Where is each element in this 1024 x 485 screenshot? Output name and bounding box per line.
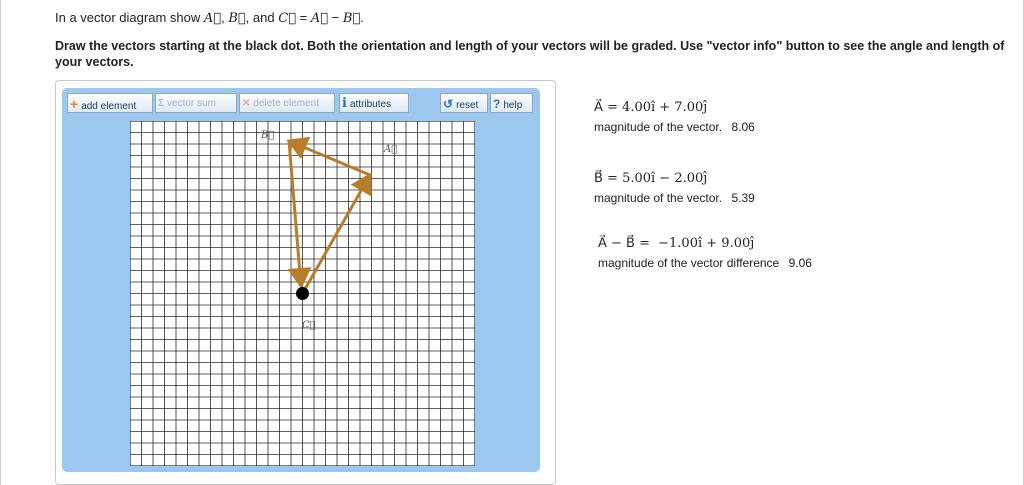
origin-dot[interactable] — [296, 287, 309, 300]
help-button[interactable] — [490, 93, 533, 113]
symbol-c: C⃗ — [278, 11, 296, 26]
delete-element-button[interactable] — [239, 93, 335, 113]
symbol-b: B⃗ — [228, 11, 246, 26]
attributes-label: attributes — [349, 99, 392, 110]
label-b: B⃗ — [261, 130, 275, 141]
delete-element-label: delete element — [253, 98, 319, 109]
symbol-a: A⃗ — [310, 11, 329, 26]
period: . — [360, 10, 364, 25]
vector-grid[interactable] — [130, 121, 475, 466]
vector-a-magnitude-label: magnitude of the vector. — [594, 120, 723, 134]
vector-a-result — [594, 100, 755, 134]
vector-b-equation: B⃗ = 5.00î − 2.00ĵ — [594, 171, 708, 186]
comma: , — [245, 10, 250, 25]
instructions: Draw the vectors starting at the black dot. Both the orientation and length of your vectors will be graded. Use "vector info" button to see the angle and length of your vectors. — [55, 39, 1005, 69]
vector-b-magnitude-label: magnitude of the vector. — [594, 191, 723, 205]
reset-label: reset — [456, 100, 479, 111]
reset-button[interactable] — [440, 93, 488, 113]
vector-b-magnitude-value: 5.39 — [731, 191, 755, 205]
vector-sum-button[interactable] — [155, 93, 237, 113]
info-icon: i — [342, 96, 347, 111]
minus-sign: − — [331, 10, 340, 25]
plus-icon: + — [70, 96, 79, 112]
difference-equation-right: −1.00î + 9.00ĵ — [658, 236, 755, 251]
vector-b-magnitude-row — [594, 191, 755, 205]
reset-icon: ↺ — [443, 97, 454, 111]
difference-equation — [598, 236, 812, 251]
label-a: A⃗ — [384, 144, 398, 155]
help-label: help — [503, 100, 523, 111]
vector-a-magnitude-row — [594, 120, 755, 134]
sigma-icon: Σ — [158, 98, 165, 109]
label-c: C⃗ — [302, 320, 316, 331]
delete-x-icon: ✕ — [242, 98, 251, 109]
difference-equation-left: A⃗ − B⃗ = — [598, 236, 650, 251]
help-question-icon: ? — [493, 97, 501, 111]
and-word: and — [252, 10, 275, 25]
question-line — [55, 10, 364, 26]
comma: , — [221, 10, 225, 25]
vector-b-result — [594, 171, 755, 205]
difference-result — [598, 236, 812, 270]
difference-magnitude-value: 9.06 — [788, 256, 812, 270]
difference-magnitude-row — [598, 256, 812, 270]
difference-magnitude-label: magnitude of the vector difference — [598, 256, 780, 270]
question-prefix: In a vector diagram show — [55, 10, 201, 25]
toolbar — [67, 93, 537, 115]
add-element-label: add element — [81, 101, 137, 112]
symbol-a: A⃗ — [203, 11, 222, 26]
add-element-button[interactable] — [67, 93, 153, 113]
symbol-b: B⃗ — [342, 11, 361, 26]
vector-a-magnitude-value: 8.06 — [731, 120, 755, 134]
vector-sum-label: vector sum — [167, 98, 216, 109]
vector-a-equation: A⃗ = 4.00î + 7.00ĵ — [594, 100, 708, 115]
attributes-button[interactable] — [339, 93, 409, 113]
equals-sign: = — [299, 10, 308, 25]
